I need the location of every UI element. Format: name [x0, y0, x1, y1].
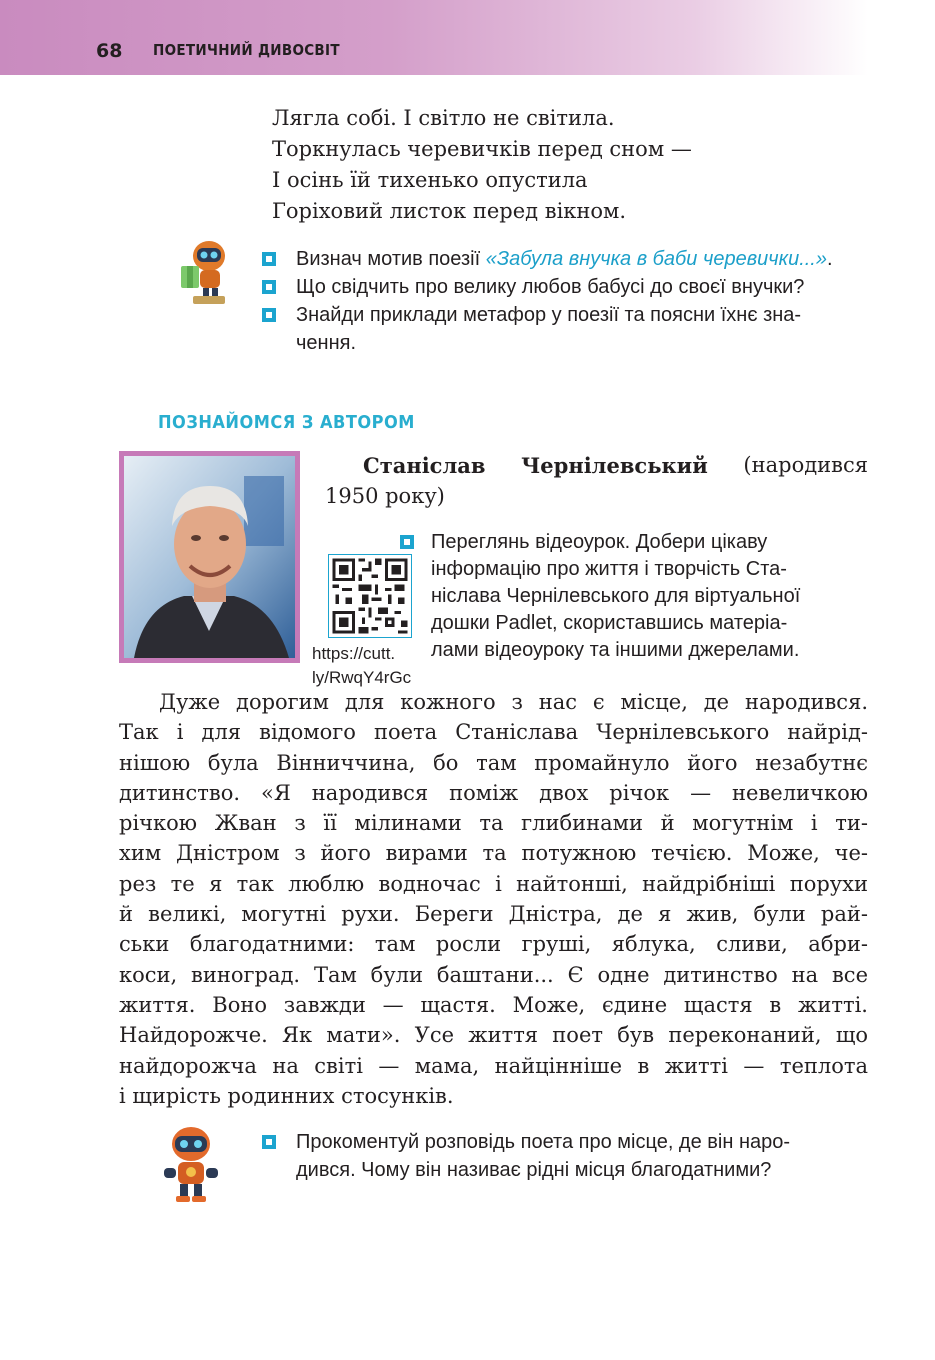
video-task — [400, 529, 868, 664]
body-line: річкою Жван з її мілинами та глибинами й могутнім і ти- — [119, 811, 868, 836]
poem-line: І осінь їй тихенько опустила — [272, 168, 588, 192]
poem-title-link: «Забула внучка в баби черевички...» — [485, 248, 827, 270]
task-item — [262, 273, 868, 301]
body-line: нішою була Вінниччина, бо там промайнуло його незабутнє — [119, 750, 868, 775]
body-line: найдорожча на світі — мама, найцінніше в житті — теплота — [119, 1053, 868, 1078]
video-task-line: Переглянь відеоурок. Добери цікаву — [431, 531, 768, 553]
author-name-block — [325, 450, 868, 512]
author-photo-frame — [119, 451, 300, 663]
video-task-line: лами відеоуроку та іншими джерелами. — [431, 639, 800, 661]
poem-stanza — [272, 103, 692, 227]
task-text: Знайди приклади метафор у поезії та поясни їхнє зна- — [296, 304, 802, 326]
task-text: Що свідчить про велику любов бабусі до своєї внучки? — [296, 276, 805, 298]
task-bullet-icon — [262, 308, 276, 322]
body-line: Так і для відомого поета Станіслава Чернілевського найрід- — [119, 720, 868, 745]
body-line: рез те я так люблю водночас і найтонші, найдрібніші порухи — [119, 871, 868, 896]
body-line: Найдорожче. Як мати». Усе життя поет був переконаний, що — [119, 1023, 868, 1048]
page-header — [0, 0, 868, 75]
task-item — [262, 245, 868, 273]
qr-url[interactable] — [312, 642, 411, 690]
author-biography — [119, 687, 868, 1111]
running-title: ПОЕТИЧНИЙ ДИВОСВІТ — [153, 41, 340, 59]
task-list — [262, 1128, 868, 1184]
task-item — [262, 301, 868, 357]
body-line: і щирість родинних стосунків. — [119, 1083, 454, 1108]
author-born-year: 1950 року) — [325, 484, 445, 508]
task-text: Прокоментуй розповідь поета про місце, де він наро- — [296, 1131, 791, 1153]
body-line: ськи благодатними: там росли груші, яблука, сливи, абри- — [119, 932, 868, 957]
body-line: дитинство. «Я народився поміж двох річок — невеличкою — [119, 780, 868, 805]
robot-icon — [160, 1124, 222, 1206]
qr-url-line: https://cutt. — [312, 644, 396, 663]
poem-line: Горіховий листок перед вікном. — [272, 199, 627, 223]
body-line: коси, виноград. Там були баштани... Є одне дитинство на все — [119, 962, 868, 987]
task-text: дився. Чому він називає рідні місця благодатними? — [296, 1159, 772, 1181]
task-bullet-icon — [400, 535, 414, 549]
body-line: Дуже дорогим для кожного з нас є місце, де народився. — [159, 690, 868, 714]
author-first-name: Станіслав — [363, 453, 486, 478]
task-bullet-icon — [262, 280, 276, 294]
poem-line: Лягла собі. І світло не світила. — [272, 106, 615, 130]
task-text: Визнач мотив поезії — [296, 248, 486, 270]
poem-line: Торкнулась черевичків перед сном — — [272, 137, 692, 161]
author-born-prefix: (народився — [743, 453, 868, 477]
body-line: хим Дністром з його вирами та потужною течією. Може, че- — [119, 841, 868, 866]
body-line: й великі, могутні рухи. Береги Дністра, де я жив, були рай- — [119, 902, 868, 927]
task-item — [262, 1128, 868, 1184]
qr-url-line: ly/RwqY4rGc — [312, 668, 412, 687]
video-task-line: дошки Padlet, скориставшись матеріа- — [431, 612, 788, 634]
task-bullet-icon — [262, 252, 276, 266]
video-task-line: інформацію про життя і творчість Ста- — [431, 558, 787, 580]
task-list — [262, 245, 868, 357]
author-last-name: Чернілевський — [521, 453, 708, 478]
page-number: 68 — [96, 40, 123, 62]
task-text-end: . — [826, 248, 833, 270]
task-bullet-icon — [262, 1135, 276, 1149]
body-line: життя. Воно завжди — щастя. Може, єдине щастя в житті. — [119, 992, 868, 1017]
author-photo — [124, 456, 295, 658]
reading-robot-icon — [175, 236, 237, 308]
section-heading: ПОЗНАЙОМСЯ З АВТОРОМ — [158, 412, 415, 433]
video-task-line: ніслава Чернілевського для віртуальної — [431, 585, 801, 607]
task-text: чення. — [296, 332, 357, 354]
